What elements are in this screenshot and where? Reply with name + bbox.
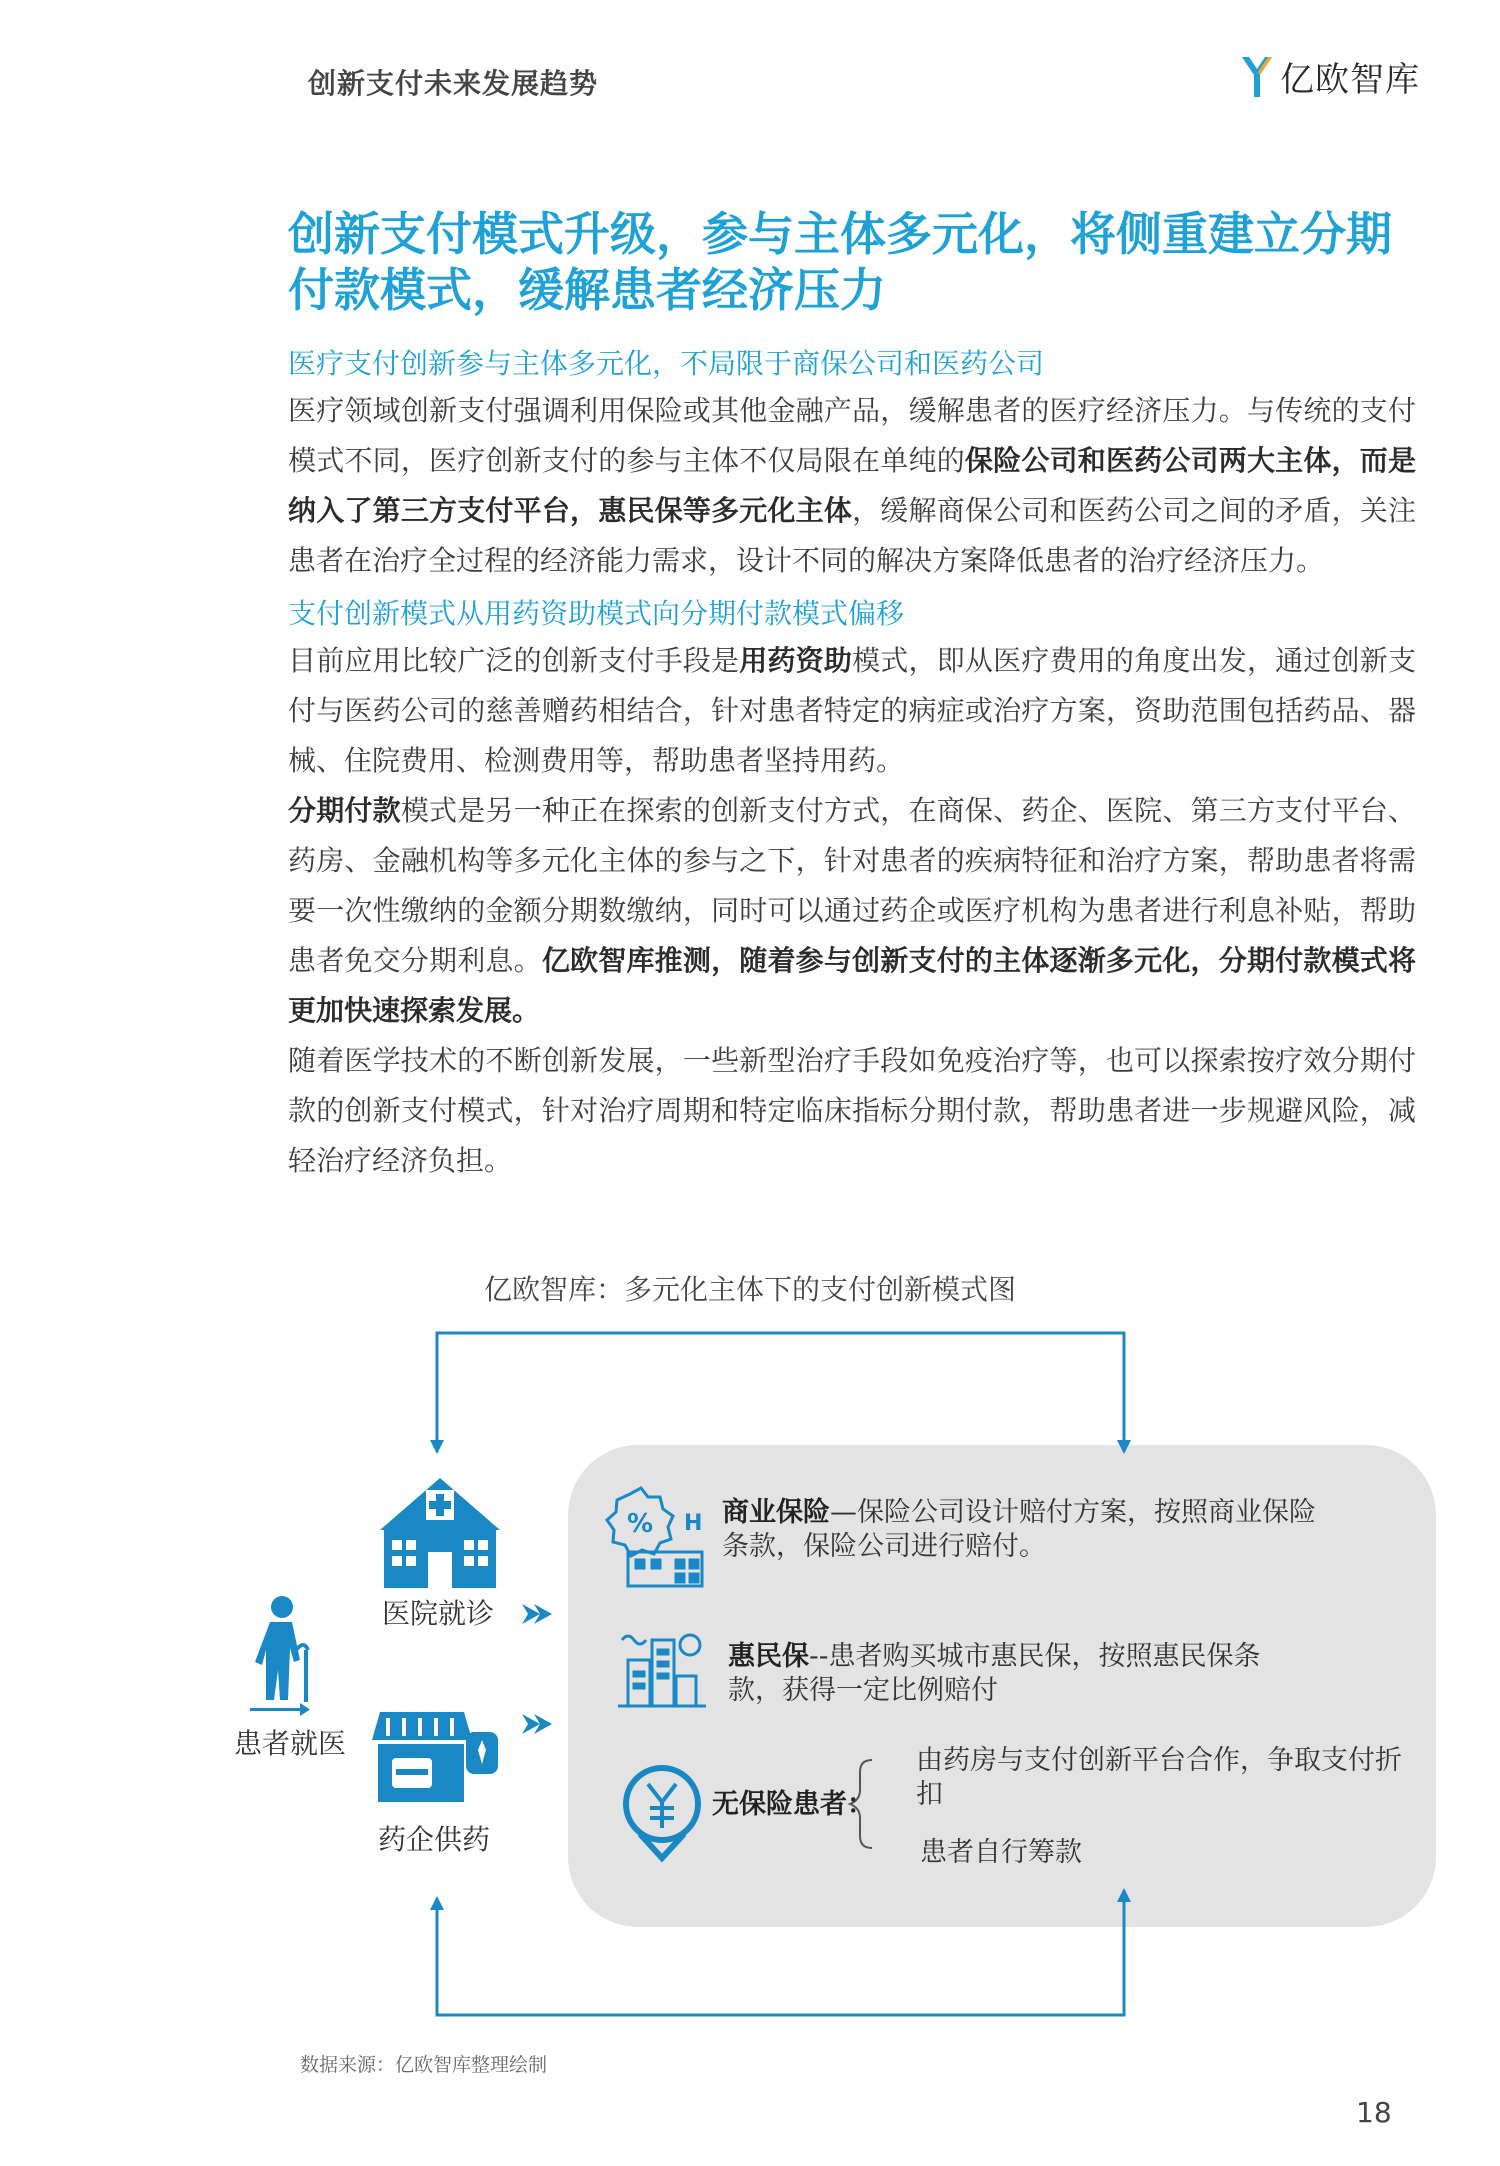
patient-label: 患者就医 [234,1727,347,1760]
paragraph-4: 随着医学技术的不断创新发展，一些新型治疗手段如免疫治疗等，也可以探索按疗效分期付款的创新支付模式，针对治疗周期和特定临床指标分期付款，帮助患者进一步规避风险，减轻治疗经济负担。 [288,1044,1416,1177]
uninsured-title [712,1788,874,1822]
pharmacy-store-icon [372,1712,498,1802]
paragraph-3-bold-1: 分期付款 [288,794,401,827]
chevron-right-icon [522,1604,552,1624]
paragraph-2-bold: 用药资助 [739,644,853,677]
section-heading-2: 支付创新模式从用药资助模式向分期付款模式偏移 [288,597,905,630]
paragraph-2 [288,636,1416,786]
header-title: 创新支付未来发展趋势 [308,67,599,100]
uninsured-option-2: 患者自行筹款 [920,1837,1082,1868]
huiminbao-text [728,1640,1268,1708]
paragraph-3 [288,786,1416,1036]
elderly-patient-icon [250,1596,310,1716]
data-source: 数据来源：亿欧智库整理绘制 [300,2054,548,2076]
logo-text: 亿欧智库 [1280,60,1420,100]
hospital-icon [380,1478,500,1588]
svg-text:%: % [626,1509,654,1539]
commercial-insurance-title: 商业保险 [722,1497,830,1528]
page-number: 18 [1356,2096,1392,2129]
section-heading-1: 医疗支付创新参与主体多元化，不局限于商保公司和医药公司 [288,347,1045,380]
figure-caption: 亿欧智库：多元化主体下的支付创新模式图 [483,1273,1016,1306]
paragraph-3-bold-2: 亿欧智库推测，随着参与创新支付的主体逐渐多元化，分期付款模式将更加快速探索发展。 [288,944,1416,1027]
paragraph-1 [288,386,1416,586]
paragraph-1-text-b: ，缓解商保公司和医药公司之间的矛盾，关注患者在治疗全过程的经济能力需求，设计不同的解决方案降低患者的治疗经济压力。 [288,494,1416,577]
chevron-right-icon [522,1714,552,1734]
bottom-arrowhead-left [430,1896,444,1910]
commercial-insurance-text [722,1496,1342,1564]
uninsured-title-text: 无保险患者： [712,1789,874,1820]
pharma-label: 药企供药 [378,1823,491,1856]
huiminbao-title: 惠民保 [728,1641,809,1672]
paragraph-1-bold: 保险公司和医药公司两大主体，而是纳入了第三方支付平台，惠民保等多元化主体 [288,444,1416,527]
page-title: 创新支付模式升级，参与主体多元化，将侧重建立分期付款模式，缓解患者经济压力 [288,207,1392,317]
paragraph-3-text: 模式是另一种正在探索的创新支付方式，在商保、药企、医院、第三方支付平台、药房、金融机构等多元化主体的参与之下，针对患者的疾病特征和治疗方案，帮助患者将需要一次性缴纳的金额分期数缴纳，同时可以通过药企或医疗机构为患者进行利息补贴，帮助患者免交分期利息。 [288,794,1416,977]
paragraph-2-text-b: 模式，即从医疗费用的角度出发，通过创新支付与医药公司的慈善赠药相结合，针对患者特定的病症或治疗方案，资助范围包括药品、器械、住院费用、检测费用等，帮助患者坚持用药。 [288,644,1416,777]
hospital-label: 医院就诊 [382,1597,495,1630]
huiminbao-desc: --患者购买城市惠民保，按照惠民保条款，获得一定比例赔付 [728,1641,1261,1706]
paragraph-1-text-a: 医疗领域创新支付强调利用保险或其他金融产品，缓解患者的医疗经济压力。与传统的支付模式不同，医疗创新支付的参与主体不仅局限在单纯的 [288,394,1416,477]
paragraph-2-text-a: 目前应用比较广泛的创新支付手段是 [288,644,740,677]
top-arrowhead-left [430,1440,444,1454]
commercial-insurance-desc: —保险公司设计赔付方案，按照商业保险条款，保险公司进行赔付。 [722,1497,1316,1562]
brand-logo [1240,52,1420,101]
top-flow-line [437,1333,1124,1452]
svg-text:H: H [684,1511,703,1536]
uninsured-option-1: 由药房与支付创新平台合作，争取支付折扣 [916,1745,1402,1810]
logo-mark-icon [1240,55,1274,99]
